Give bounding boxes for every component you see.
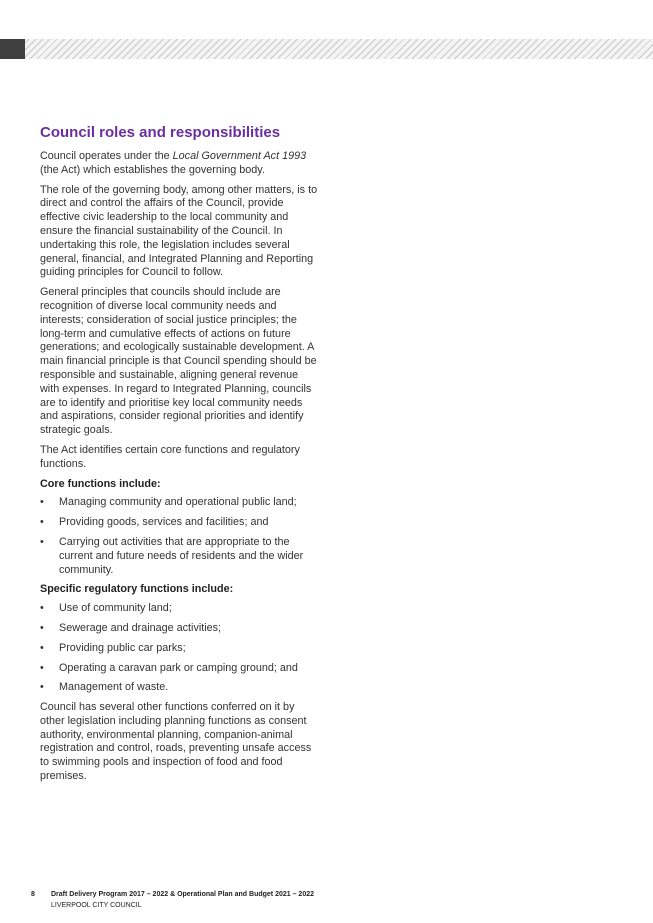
closing-paragraph: Council has several other functions conferred on it by other legislation including planning functions as consent authority, environmental planning, companion-animal registration and control, roads, preventing unsafe access to swimming pools and inspection of food and food premises. xyxy=(40,701,312,783)
list-item xyxy=(40,642,318,656)
list-item-text: Providing public car parks; xyxy=(59,641,186,654)
list-item-text: Sewerage and drainage activities; xyxy=(59,621,222,634)
core-functions-list xyxy=(40,496,318,577)
bullet-icon: • xyxy=(40,621,44,634)
body-paragraph: General principles that councils should include are recognition of diverse local community needs and interests; consideration of social justice principles; the long-term and cumulative effects of actions on future generations; and ecologically sustainable development. A main financial principle is that Council spending should be responsible and sustainable, aligning general revenue with expenses. In regard to Integrated Planning, councils are to identify and prioritise key local community needs and aspirations, consider regional priorities and identify strategic goals. xyxy=(40,286,317,437)
bullet-icon: • xyxy=(40,681,44,694)
header-dark-tab xyxy=(0,39,25,59)
list-item xyxy=(40,536,318,577)
header-pattern-band xyxy=(0,39,653,59)
organisation-name: LIVERPOOL CITY COUNCIL xyxy=(51,902,142,909)
section-title: Council roles and responsibilities xyxy=(40,124,281,141)
bullet-icon: • xyxy=(40,535,44,548)
bullet-icon: • xyxy=(40,496,44,509)
list-item xyxy=(40,681,318,695)
bullet-icon: • xyxy=(40,641,44,654)
list-item xyxy=(40,602,318,616)
regulatory-functions-list xyxy=(40,602,318,695)
bullet-icon: • xyxy=(40,602,44,615)
list-item-text: Managing community and operational public land; xyxy=(59,496,297,509)
main-content xyxy=(40,124,318,790)
list-item xyxy=(40,622,318,636)
bullet-icon: • xyxy=(40,516,44,529)
document-title: Draft Delivery Program 2017 – 2022 & Operational Plan and Budget 2021 – 2022 xyxy=(51,891,315,898)
body-paragraph: The role of the governing body, among other matters, is to direct and control the affairs of the Council, provide effective civic leadership to the local community and ensure the financial sustainability of the Council. In undertaking this role, the legislation includes several general, financial, and Integrated Planning and Reporting guiding principles for Council to follow. xyxy=(40,183,318,279)
intro-text-end: (the Act) which establishes the governing body. xyxy=(40,163,265,176)
list-item-text: Use of community land; xyxy=(59,602,172,615)
list-item-text: Operating a caravan park or camping ground; and xyxy=(59,661,298,674)
bullet-icon: • xyxy=(40,661,44,674)
list-item-text: Providing goods, services and facilities; and xyxy=(59,516,269,529)
list-item xyxy=(40,662,318,676)
page-number: 8 xyxy=(31,891,35,898)
intro-paragraph xyxy=(40,150,318,178)
intro-text-start: Council operates under the xyxy=(40,150,173,162)
regulatory-functions-heading: Specific regulatory functions include: xyxy=(40,583,234,596)
body-paragraph: The Act identifies certain core functions and regulatory functions. xyxy=(40,443,300,470)
core-functions-heading: Core functions include: xyxy=(40,477,161,490)
list-item-text: Management of waste. xyxy=(59,681,169,694)
list-item xyxy=(40,516,318,530)
act-name: Local Government Act 1993 xyxy=(172,150,307,162)
list-item-text: Carrying out activities that are appropriate to the current and future needs of residents and the wider community. xyxy=(59,535,304,576)
list-item xyxy=(40,496,318,510)
